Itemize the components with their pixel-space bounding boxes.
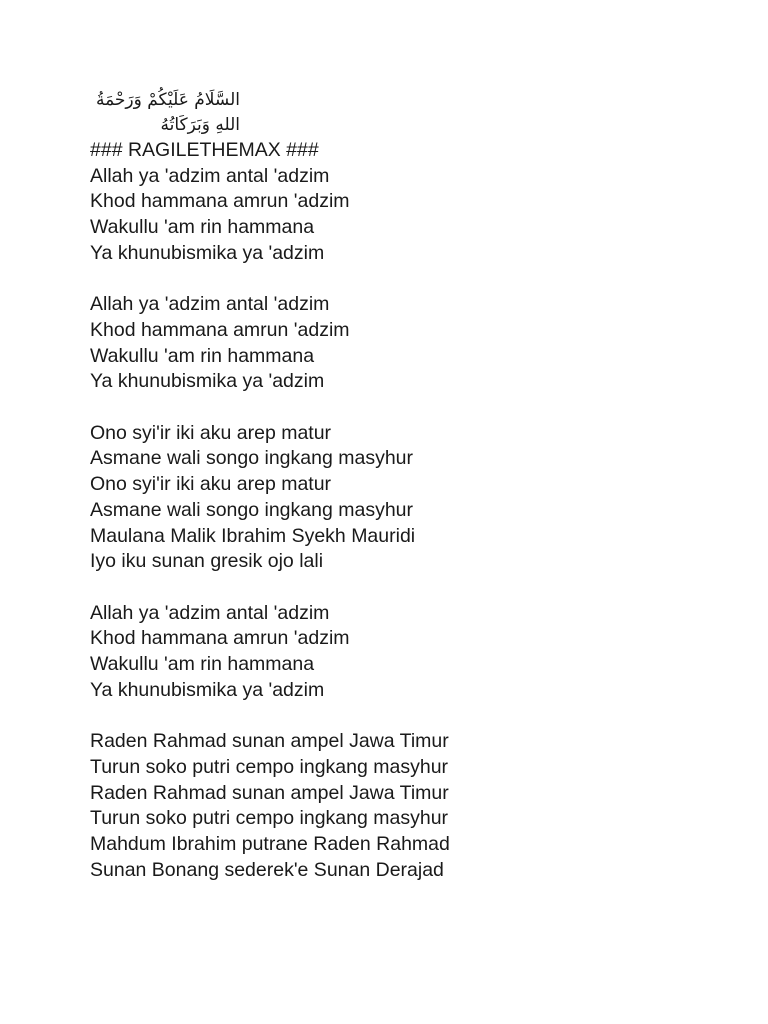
lyric-line: Khod hammana amrun 'adzim	[90, 318, 350, 341]
lyric-line: Khod hammana amrun 'adzim	[90, 190, 350, 213]
lyric-line: Ya khunubismika ya 'adzim	[90, 678, 325, 701]
stanza-3	[90, 421, 710, 575]
lyric-line: Allah ya 'adzim antal 'adzim	[90, 293, 330, 316]
document-header: ### RAGILETHEMAX ###	[90, 139, 319, 161]
lyric-line: Turun soko putri cempo ingkang masyhur	[90, 807, 449, 830]
stanza-2	[90, 292, 710, 395]
stanza-4	[90, 601, 710, 704]
lyric-line: Wakullu 'am rin hammana	[90, 653, 315, 676]
lyric-line: Asmane wali songo ingkang masyhur	[90, 447, 414, 470]
lyric-line: Iyo iku sunan gresik ojo lali	[90, 550, 324, 573]
lyric-line: Ya khunubismika ya 'adzim	[90, 370, 325, 393]
lyric-line: Turun soko putri cempo ingkang masyhur	[90, 755, 449, 778]
stanza-5	[90, 729, 710, 883]
lyric-line: Ono syi'ir iki aku arep matur	[90, 421, 332, 444]
lyric-line: Sunan Bonang sederek'e Sunan Derajad	[90, 858, 444, 881]
arabic-greeting: السَّلَامُ عَلَيْكُمْ وَرَحْمَةُ اللهِ وَبَرَكَاتُهُ	[95, 90, 240, 135]
lyric-line: Ono syi'ir iki aku arep matur	[90, 473, 332, 496]
lyric-line: Mahdum Ibrahim putrane Raden Rahmad	[90, 832, 450, 855]
document-body	[90, 88, 710, 883]
lyric-line: Allah ya 'adzim antal 'adzim	[90, 601, 330, 624]
lyric-line: Wakullu 'am rin hammana	[90, 216, 315, 239]
lyric-line: Maulana Malik Ibrahim Syekh Mauridi	[90, 524, 416, 547]
lyric-line: Khod hammana amrun 'adzim	[90, 627, 350, 650]
lyric-line: Asmane wali songo ingkang masyhur	[90, 498, 414, 521]
lyric-line: Ya khunubismika ya 'adzim	[90, 241, 325, 264]
lyric-line: Allah ya 'adzim antal 'adzim	[90, 164, 330, 187]
lyric-line: Wakullu 'am rin hammana	[90, 344, 315, 367]
stanza-1	[90, 164, 710, 267]
lyric-line: Raden Rahmad sunan ampel Jawa Timur	[90, 781, 449, 804]
lyric-line: Raden Rahmad sunan ampel Jawa Timur	[90, 730, 449, 753]
